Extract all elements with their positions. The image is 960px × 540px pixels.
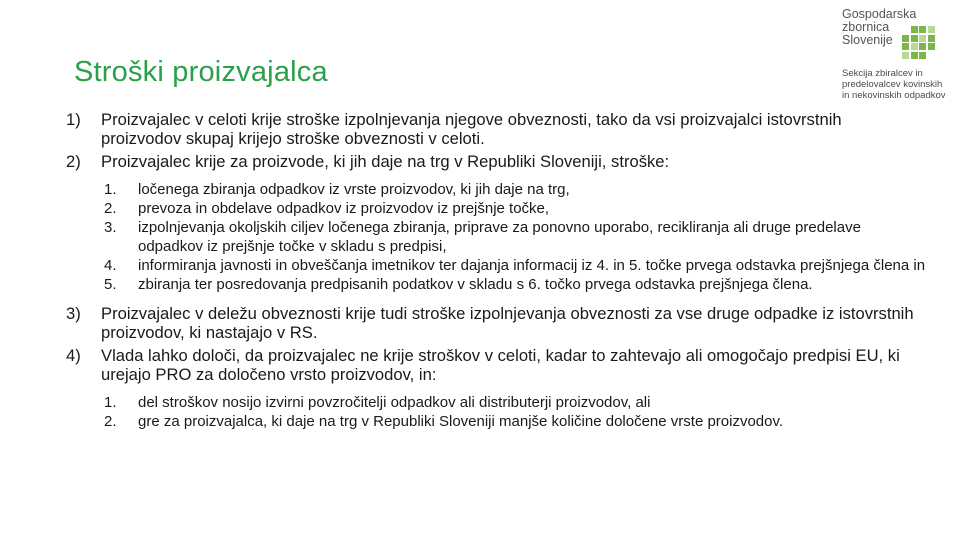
logo-subtitle (842, 68, 952, 101)
logo-subtitle-line: in nekovinskih odpadkov (842, 90, 946, 101)
logo-subtitle-line: Sekcija zbiralcev in (842, 68, 923, 79)
logo-name-line: Gospodarska (842, 7, 917, 21)
sublist (104, 180, 926, 294)
sublist-item (104, 218, 926, 256)
subitem-number: 2. (104, 200, 117, 217)
subitem-text: informiranja javnosti in obveščanja imetnikov ter dajanja informacij iz 4. in 5. točke prvega odstavka prejšnjega člena in (138, 257, 926, 274)
item-text: Proizvajalec v deležu obveznosti krije tudi stroške izpolnjevanja obveznosti za vse druge odpadke iz istovrstnih proizvodov, ki nastajajo v RS. (101, 304, 914, 342)
item-number: 4) (66, 346, 81, 365)
item-number: 3) (66, 304, 81, 323)
subitem-text: zbiranja ter posredovanja predpisanih podatkov v skladu s 6. točko prvega odstavka prejšnjega člena. (138, 276, 813, 293)
list-item (66, 346, 926, 384)
subitem-number: 4. (104, 257, 117, 274)
sublist-item (104, 256, 926, 275)
logo-name (842, 8, 952, 47)
subitem-number: 1. (104, 181, 117, 198)
logo-name-line: zbornica (842, 20, 890, 34)
subitem-text: gre za proizvajalca, ki daje na trg v Republiki Sloveniji manjše količine določene vrste proizvodov. (138, 413, 784, 430)
sublist-item (104, 275, 926, 294)
item-number: 2) (66, 152, 81, 171)
sublist-item (104, 180, 926, 199)
sublist (104, 393, 926, 431)
logo-subtitle-line: predelovalcev kovinskih (842, 79, 943, 90)
subitem-number: 3. (104, 219, 117, 236)
list-item (66, 110, 926, 148)
gzs-logo (842, 7, 952, 101)
subitem-number: 5. (104, 276, 117, 293)
item-text: Proizvajalec v celoti krije stroške izpolnjevanja njegove obveznosti, tako da vsi proizvajalci istovrstnih proizvodov skupaj krijejo stroške obveznosti v celoti. (101, 110, 842, 148)
subitem-number: 2. (104, 413, 117, 430)
page-title: Stroški proizvajalca (74, 56, 328, 88)
subitem-text: prevoza in obdelave odpadkov iz proizvodov iz prejšnje točke, (138, 200, 550, 217)
sublist-item (104, 393, 926, 412)
item-text: Proizvajalec krije za proizvode, ki jih daje na trg v Republiki Sloveniji, stroške: (101, 152, 670, 171)
subitem-text: ločenega zbiranja odpadkov iz vrste proizvodov, ki jih daje na trg, (138, 181, 570, 198)
item-number: 1) (66, 110, 81, 129)
sublist-item (104, 412, 926, 431)
subitem-text: izpolnjevanja okoljskih ciljev ločenega zbiranja, priprave za ponovno uporabo, recikliranja ali druge predelave odpadkov iz prejšnje točke v skladu s predpisi, (138, 219, 861, 255)
item-text: Vlada lahko določi, da proizvajalec ne krije stroškov v celoti, kadar to zahtevajo ali omogočajo predpisi EU, ki urejajo PRO za določeno vrsto proizvodov, in: (101, 346, 900, 384)
subitem-number: 1. (104, 394, 117, 411)
logo-grid-icon (902, 26, 935, 59)
sublist-item (104, 199, 926, 218)
logo-name-line: Slovenije (842, 33, 893, 47)
content-list (66, 110, 926, 441)
list-item (66, 304, 926, 342)
list-item (66, 152, 926, 171)
subitem-text: del stroškov nosijo izvirni povzročitelji odpadkov ali distributerji proizvodov, ali (138, 394, 651, 411)
